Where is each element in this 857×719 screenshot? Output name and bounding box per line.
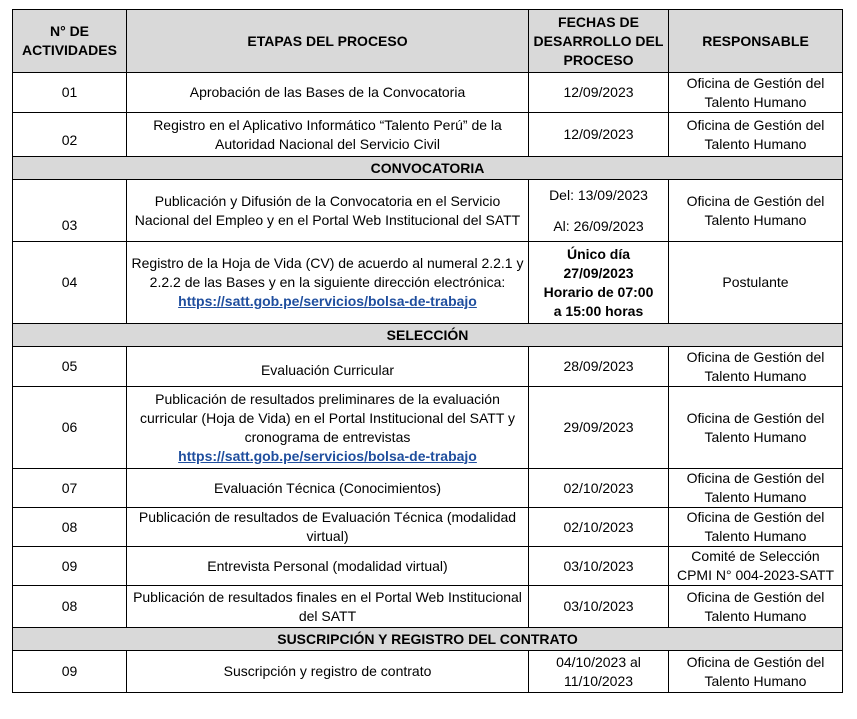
activity-stage: Publicación de resultados finales en el Portal Web Institucional del SATT <box>127 586 529 628</box>
section-row <box>13 157 843 180</box>
activity-owner: Oficina de Gestión del Talento Humano <box>669 180 843 242</box>
table-row <box>13 387 843 469</box>
date-line: 27/09/2023 <box>563 264 634 281</box>
activity-number: 09 <box>13 651 127 693</box>
activity-owner: Oficina de Gestión del Talento Humano <box>669 113 843 157</box>
activity-number: 08 <box>13 508 127 547</box>
activity-number: 07 <box>13 469 127 508</box>
date-line: Único día <box>566 245 630 262</box>
activity-stage: Publicación y Difusión de la Convocatoria en el Servicio Nacional del Empleo y en el Portal Web Institucional del SATT <box>127 180 529 242</box>
header-row <box>13 10 843 73</box>
activity-date <box>529 180 669 242</box>
date-line: Horario de 07:00 <box>543 283 654 300</box>
activity-owner: Oficina de Gestión del Talento Humano <box>669 586 843 628</box>
activity-date: 04/10/2023 al 11/10/2023 <box>529 651 669 693</box>
activity-stage <box>127 242 529 324</box>
activity-owner <box>669 547 843 586</box>
header-num: N° DE ACTIVIDADES <box>13 10 127 73</box>
activity-stage: Entrevista Personal (modalidad virtual) <box>127 547 529 586</box>
activity-number: 01 <box>13 73 127 113</box>
table-row <box>13 113 843 157</box>
activity-date: 03/10/2023 <box>529 586 669 628</box>
activity-owner: Oficina de Gestión del Talento Humano <box>669 469 843 508</box>
section-row <box>13 324 843 347</box>
activity-number: 09 <box>13 547 127 586</box>
header-dates: FECHAS DE DESARROLLO DEL PROCESO <box>529 10 669 73</box>
activity-stage: Publicación de resultados de Evaluación Técnica (modalidad virtual) <box>127 508 529 547</box>
activity-date: 29/09/2023 <box>529 387 669 469</box>
activity-number: 03 <box>13 180 127 242</box>
date-to: Al: 26/09/2023 <box>553 217 644 234</box>
activity-owner: Oficina de Gestión del Talento Humano <box>669 651 843 693</box>
stage-text: Registro de la Hoja de Vida (CV) de acuerdo al numeral 2.2.1 y 2.2.2 de las Bases y en la siguiente dirección electrónica: <box>131 255 524 290</box>
activity-stage: Registro en el Aplicativo Informático “Talento Perú” de la Autoridad Nacional del Servicio Civil <box>127 113 529 157</box>
section-row <box>13 628 843 651</box>
activity-stage: Suscripción y registro de contrato <box>127 651 529 693</box>
activity-number: 02 <box>13 113 127 157</box>
activity-stage: Evaluación Curricular <box>127 347 529 387</box>
activity-date <box>529 242 669 324</box>
bolsa-de-trabajo-link[interactable]: https://satt.gob.pe/servicios/bolsa-de-trabajo <box>178 447 477 464</box>
date-line: a 15:00 horas <box>553 302 644 319</box>
activity-date: 02/10/2023 <box>529 508 669 547</box>
header-stage: ETAPAS DEL PROCESO <box>127 10 529 73</box>
activity-number: 08 <box>13 586 127 628</box>
activity-stage <box>127 387 529 469</box>
activity-date: 02/10/2023 <box>529 469 669 508</box>
activity-number: 06 <box>13 387 127 469</box>
activity-stage: Aprobación de las Bases de la Convocatoria <box>127 73 529 113</box>
activity-date: 03/10/2023 <box>529 547 669 586</box>
owner-line: CPMI N° 004-2023-SATT <box>676 567 835 583</box>
table-row <box>13 586 843 628</box>
table-row <box>13 651 843 693</box>
activity-stage: Evaluación Técnica (Conocimientos) <box>127 469 529 508</box>
activity-number: 05 <box>13 347 127 387</box>
owner-line: Comité de Selección <box>691 548 820 564</box>
activity-owner: Postulante <box>669 242 843 324</box>
table-row <box>13 73 843 113</box>
activity-owner: Oficina de Gestión del Talento Humano <box>669 387 843 469</box>
activity-date: 12/09/2023 <box>529 73 669 113</box>
activity-date: 12/09/2023 <box>529 113 669 157</box>
bolsa-de-trabajo-link[interactable]: https://satt.gob.pe/servicios/bolsa-de-trabajo <box>178 293 477 309</box>
date-from: Del: 13/09/2023 <box>549 186 648 203</box>
activity-number: 04 <box>13 242 127 324</box>
section-title: SUSCRIPCIÓN Y REGISTRO DEL CONTRATO <box>13 628 843 651</box>
table-row <box>13 242 843 324</box>
table-row <box>13 180 843 242</box>
schedule-table <box>12 9 843 693</box>
activity-owner: Oficina de Gestión del Talento Humano <box>669 347 843 387</box>
table-row <box>13 469 843 508</box>
activity-owner: Oficina de Gestión del Talento Humano <box>669 508 843 547</box>
activity-owner: Oficina de Gestión del Talento Humano <box>669 73 843 113</box>
activity-date: 28/09/2023 <box>529 347 669 387</box>
table-row <box>13 347 843 387</box>
header-owner: RESPONSABLE <box>669 10 843 73</box>
section-title: SELECCIÓN <box>13 324 843 347</box>
table-row <box>13 547 843 586</box>
section-title: CONVOCATORIA <box>13 157 843 180</box>
table-row <box>13 508 843 547</box>
stage-text: Publicación de resultados preliminares de la evaluación curricular (Hoja de Vida) en el Portal Institucional del SATT y cronograma de entrevistas <box>139 390 516 445</box>
